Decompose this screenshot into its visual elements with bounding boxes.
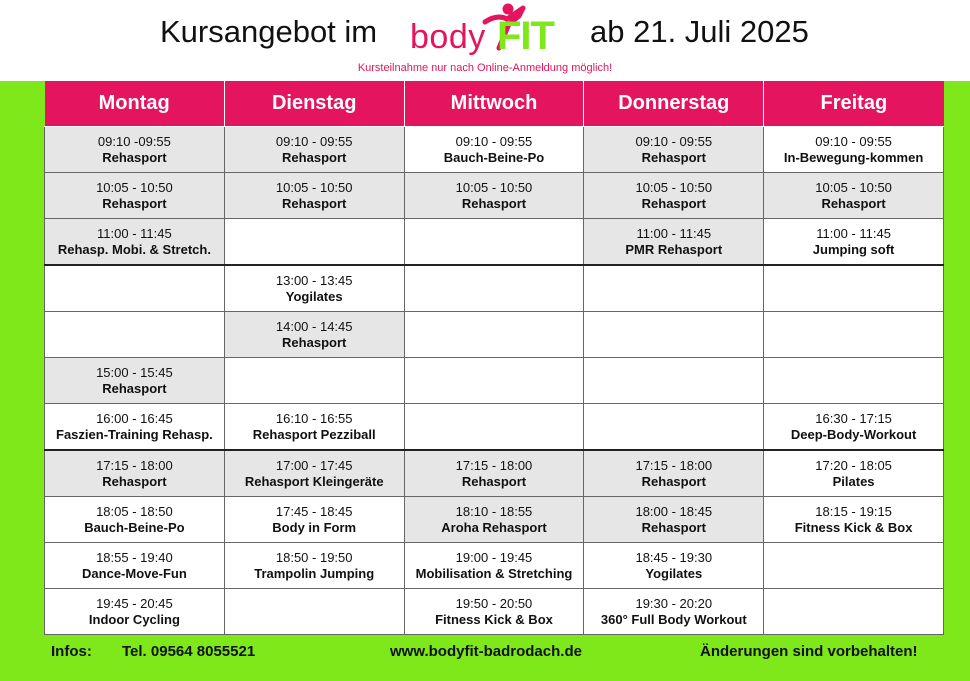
course-name: Yogilates [285,288,343,304]
day-header-monday: Montag [45,81,225,127]
course-cell [45,589,225,635]
course-time: 18:05 - 18:50 [96,503,173,519]
schedule-row [45,543,944,589]
course-name: Fitness Kick & Box [794,519,913,535]
day-header-thursday: Donnerstag [584,81,764,127]
footer-phone: Tel. 09564 8055521 [122,643,256,660]
course-cell [404,127,584,173]
course-name: Deep-Body-Workout [790,426,917,442]
course-name: Yogilates [645,565,703,581]
empty-cell [764,358,944,404]
course-time: 17:00 - 17:45 [275,457,353,473]
course-cell [224,127,404,173]
course-cell [224,497,404,543]
course-cell [224,312,404,358]
registration-note: Kursteilnahme nur nach Online-Anmeldung möglich! [357,62,613,74]
course-cell [584,127,764,173]
course-name: Mobilisation & Stretching [415,565,573,581]
course-name: Rehasport [461,473,527,489]
empty-cell [45,265,225,312]
course-time: 17:15 - 18:00 [96,457,173,473]
course-name: Bauch-Beine-Po [443,149,545,165]
course-cell [45,358,225,404]
course-cell [764,127,944,173]
schedule-row [45,312,944,358]
course-time: 09:10 - 09:55 [275,133,353,149]
logo-fit-text: FIT [497,14,554,58]
schedule-row [45,404,944,451]
course-time: 09:10 -09:55 [97,133,171,149]
schedule-row [45,450,944,497]
course-cell [224,173,404,219]
footer-infos-label: Infos: [51,643,92,660]
course-time: 17:20 - 18:05 [815,457,892,473]
course-name: Rehasport [641,149,706,165]
course-name: Rehasport [282,195,347,211]
course-cell [584,497,764,543]
course-time: 17:45 - 18:45 [275,503,353,519]
logo-body-text: body [410,18,486,56]
empty-cell [584,358,764,404]
title-suffix: ab 21. Juli 2025 [590,14,809,49]
course-name: Body in Form [272,519,357,535]
course-time: 19:45 - 20:45 [96,595,173,611]
empty-cell [45,312,225,358]
course-time: 10:05 - 10:50 [635,179,713,195]
course-time: 10:05 - 10:50 [96,179,173,195]
schedule-row [45,219,944,266]
course-time: 10:05 - 10:50 [275,179,353,195]
course-cell [584,450,764,497]
course-cell [45,450,225,497]
course-cell [584,173,764,219]
course-time: 17:15 - 18:00 [635,457,713,473]
course-cell [224,404,404,451]
empty-cell [224,358,404,404]
course-time: 14:00 - 14:45 [275,318,353,334]
course-name: Faszien-Training Rehasp. [56,426,213,442]
course-name: Rehasport [282,334,347,350]
course-time: 16:30 - 17:15 [815,410,892,426]
course-time: 09:10 - 09:55 [455,133,533,149]
course-cell [45,404,225,451]
course-cell [764,497,944,543]
course-time: 18:10 - 18:55 [455,503,533,519]
course-name: In-Bewegung-kommen [783,149,924,165]
course-time: 18:45 - 19:30 [635,549,713,565]
course-name: Jumping soft [812,241,895,257]
course-time: 18:15 - 19:15 [815,503,892,519]
course-cell [224,543,404,589]
course-time: 11:00 - 11:45 [636,225,712,241]
empty-cell [404,358,584,404]
footer-website: www.bodyfit-badrodach.de [390,643,582,660]
course-name: Rehasport [282,149,347,165]
course-name: Dance-Move-Fun [82,565,187,581]
course-time: 09:10 - 09:55 [815,133,892,149]
course-cell [224,265,404,312]
course-name: Rehasport [641,519,706,535]
empty-cell [584,312,764,358]
course-time: 13:00 - 13:45 [275,272,353,288]
course-cell [404,450,584,497]
course-name: 360° Full Body Workout [600,611,747,627]
schedule-row [45,265,944,312]
course-cell [45,543,225,589]
course-name: Rehasport [461,195,527,211]
empty-cell [764,589,944,635]
course-cell [764,173,944,219]
day-header-friday: Freitag [764,81,944,127]
schedule-row [45,358,944,404]
course-cell [404,497,584,543]
course-time: 09:10 - 09:55 [635,133,713,149]
course-cell [584,219,764,266]
empty-cell [764,265,944,312]
course-name: Rehasport [102,380,167,396]
course-time: 18:55 - 19:40 [96,549,173,565]
course-cell [224,450,404,497]
course-cell [584,589,764,635]
course-name: Rehasport [102,149,167,165]
empty-cell [584,265,764,312]
schedule-row [45,589,944,635]
schedule-body [45,127,944,635]
bodyfit-logo [407,2,582,56]
course-name: Rehasport Kleingeräte [244,473,384,489]
course-time: 16:00 - 16:45 [96,410,173,426]
course-cell [45,219,225,266]
course-time: 18:50 - 19:50 [275,549,353,565]
day-header-wednesday: Mittwoch [404,81,584,127]
course-cell [584,543,764,589]
empty-cell [404,312,584,358]
course-cell [404,543,584,589]
course-time: 17:15 - 18:00 [455,457,533,473]
course-cell [45,127,225,173]
day-header-row [45,81,944,127]
course-time: 19:50 - 20:50 [455,595,533,611]
course-cell [404,589,584,635]
course-time: 16:10 - 16:55 [275,410,353,426]
course-name: Rehasport [641,473,706,489]
course-cell [404,173,584,219]
schedule-row [45,173,944,219]
course-time: 15:00 - 15:45 [96,364,173,380]
course-name: Trampolin Jumping [254,565,375,581]
course-cell [764,404,944,451]
title-prefix: Kursangebot im [160,14,378,49]
course-name: Rehasport [821,195,886,211]
course-name: Rehasp. Mobi. & Stretch. [57,241,211,257]
course-time: 11:00 - 11:45 [816,225,891,241]
course-time: 10:05 - 10:50 [455,179,533,195]
course-cell [764,219,944,266]
course-name: Fitness Kick & Box [435,611,553,627]
course-name: Bauch-Beine-Po [84,519,185,535]
schedule-table [44,81,944,635]
empty-cell [404,404,584,451]
course-time: 11:00 - 11:45 [97,225,172,241]
course-time: 10:05 - 10:50 [815,179,892,195]
course-name: PMR Rehasport [625,241,723,257]
course-name: Pilates [832,473,875,489]
course-cell [45,173,225,219]
empty-cell [224,589,404,635]
footer-note: Änderungen sind vorbehalten! [700,643,918,660]
course-name: Indoor Cycling [88,611,180,627]
schedule-row [45,127,944,173]
page-header [0,0,970,81]
course-name: Rehasport [102,473,167,489]
course-time: 19:30 - 20:20 [635,595,713,611]
empty-cell [404,265,584,312]
schedule-row [45,497,944,543]
empty-cell [764,312,944,358]
course-name: Rehasport [102,195,167,211]
empty-cell [404,219,584,266]
course-time: 19:00 - 19:45 [455,549,533,565]
course-name: Rehasport Pezziball [252,426,376,442]
course-name: Aroha Rehasport [441,519,547,535]
empty-cell [764,543,944,589]
empty-cell [224,219,404,266]
day-header-tuesday: Dienstag [224,81,404,127]
course-cell [764,450,944,497]
course-name: Rehasport [641,195,706,211]
empty-cell [584,404,764,451]
course-cell [45,497,225,543]
course-time: 18:00 - 18:45 [635,503,713,519]
